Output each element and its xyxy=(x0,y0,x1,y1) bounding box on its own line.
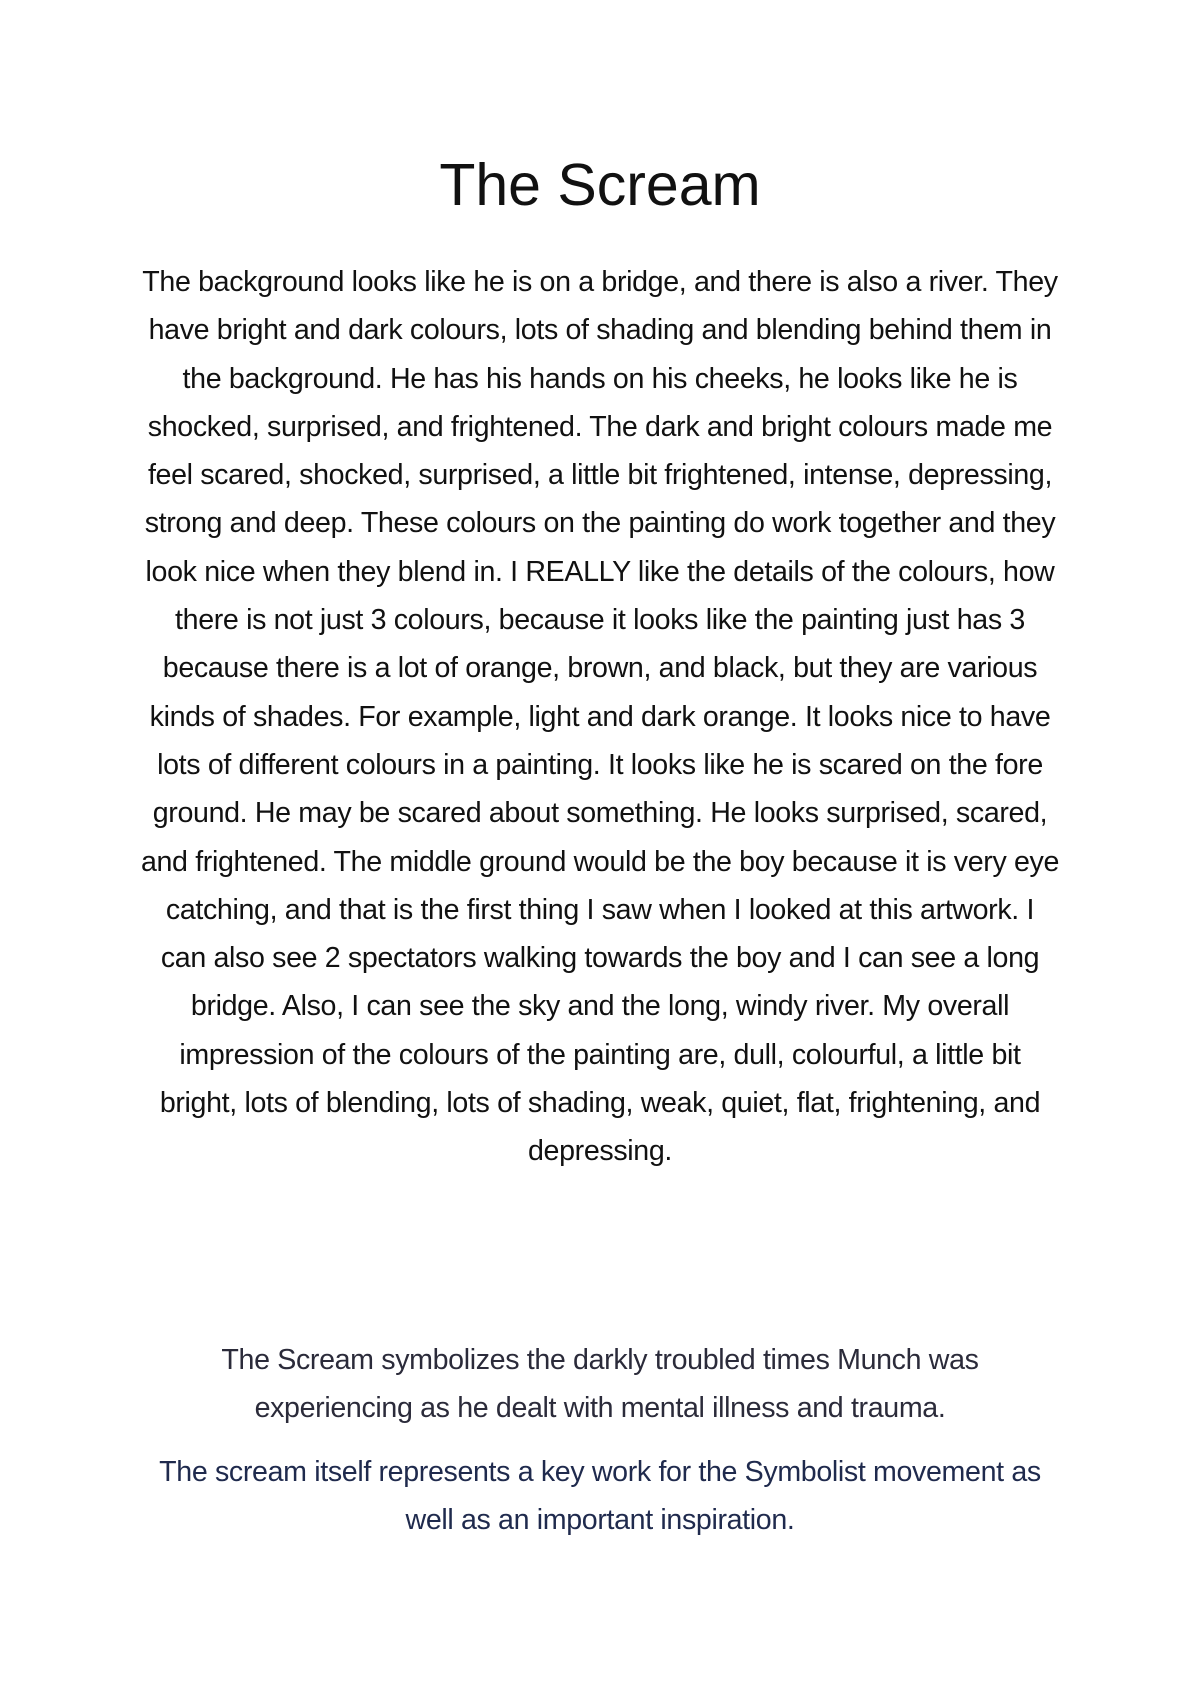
body-paragraph-description: The background looks like he is on a bridge, and there is also a river. They have bright and dark colours, lots of shading and blending behind them in the background. He has his hands on his cheeks, he looks like he is shocked, surprised, and frightened. The dark and bright colours made me feel scared, shocked, surprised, a little bit frightened, intense, depressing, strong and deep. These colours on the painting do work together and they look nice when they blend in. I REALLY like the details of the colours, how there is not just 3 colours, because it looks like the painting just has 3 because there is a lot of orange, brown, and black, but they are various kinds of shades. For example, light and dark orange. It looks nice to have lots of different colours in a painting. It looks like he is scared on the fore ground. He may be scared about something. He looks surprised, scared, and frightened. The middle ground would be the boy because it is very eye catching, and that is the first thing I saw when I looked at this artwork. I can also see 2 spectators walking towards the boy and I can see a long bridge. Also, I can see the sky and the long, windy river. My overall impression of the colours of the painting are, dull, colourful, a little bit bright, lots of blending, lots of shading, weak, quiet, flat, frightening, and depressing. xyxy=(140,266,1060,1168)
document-title: The Scream xyxy=(439,152,761,218)
body-paragraph-symbolism: The Scream symbolizes the darkly troubled times Munch was experiencing as he dealt with mental illness and trauma. xyxy=(221,1344,979,1425)
body-paragraph-significance: The scream itself represents a key work for the Symbolist movement as well as an important inspiration. xyxy=(159,1456,1041,1537)
